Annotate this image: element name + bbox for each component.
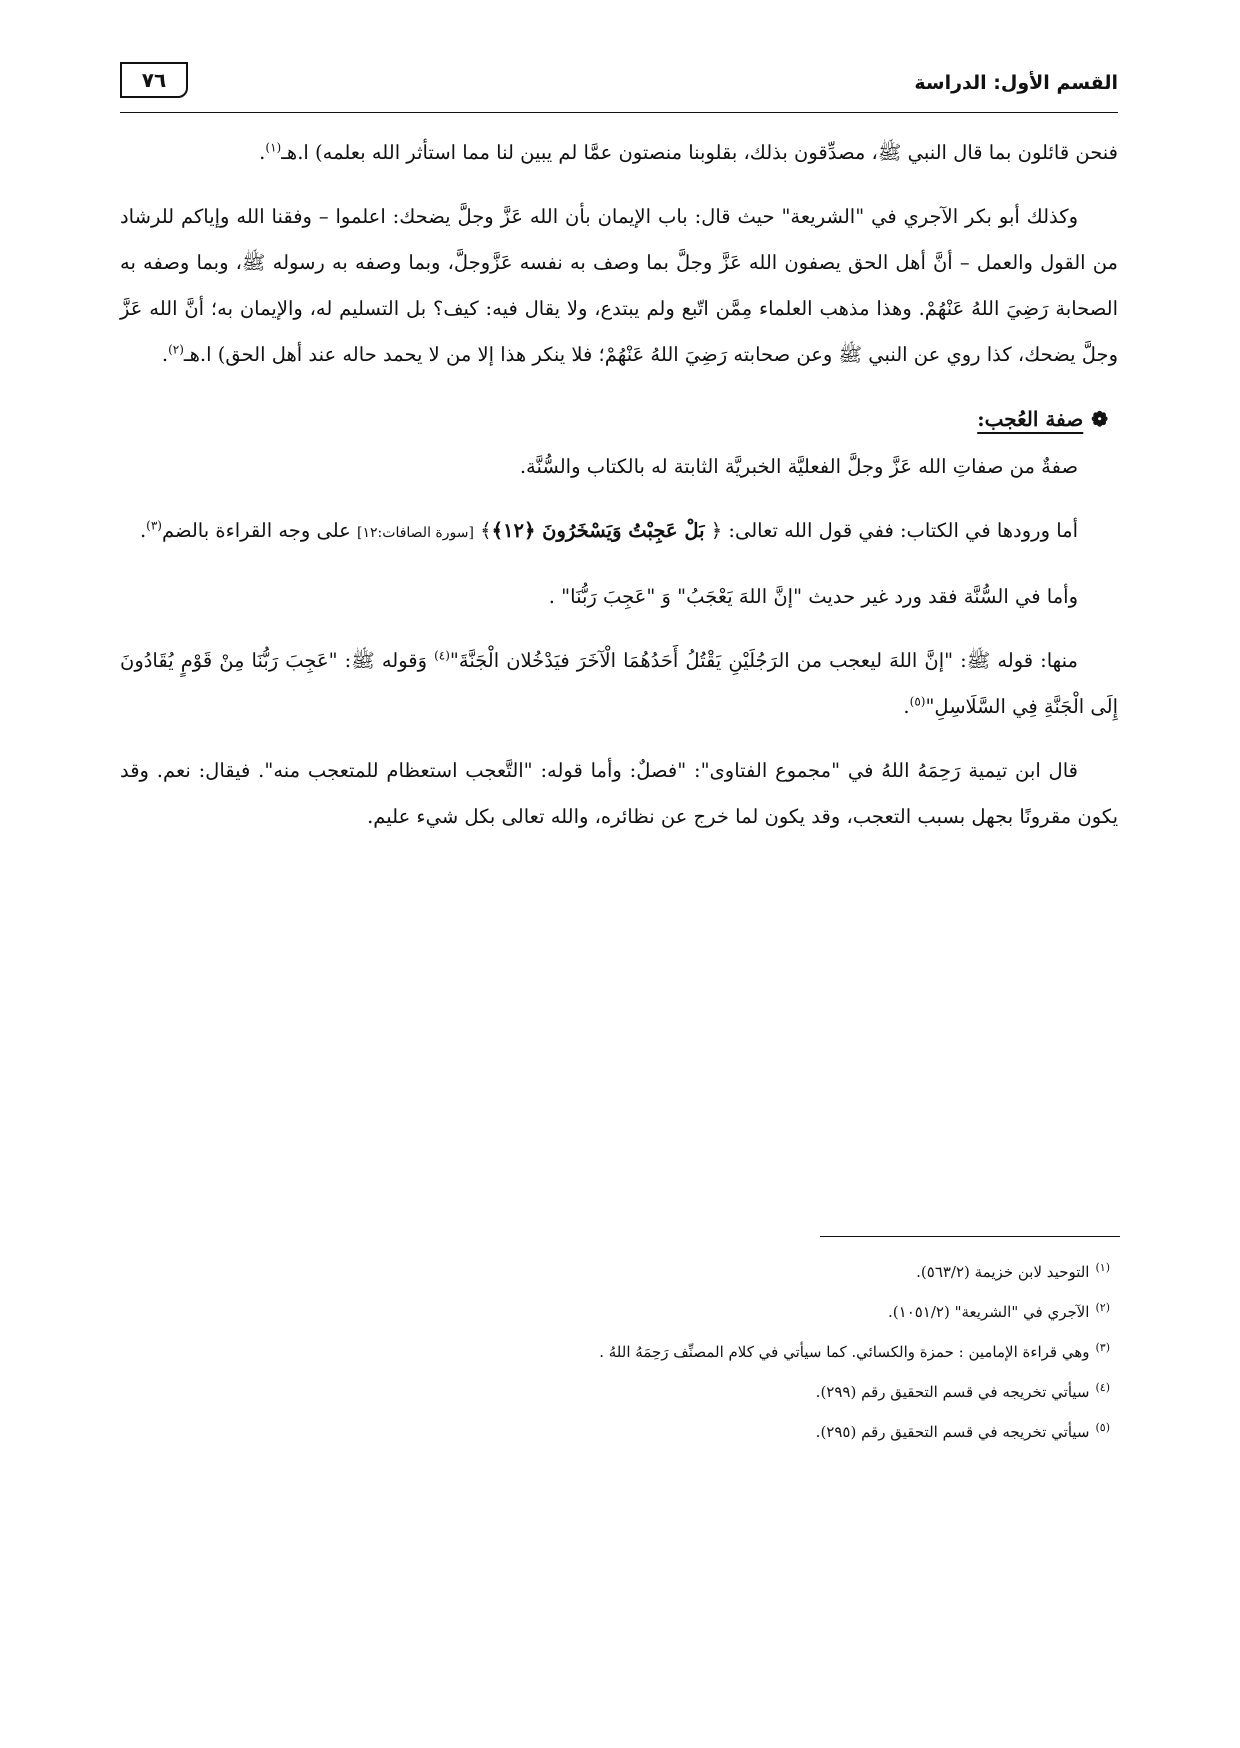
footnote-4-text: سيأتي تخريجه في قسم التحقيق رقم (٢٩٩). (815, 1383, 1090, 1401)
footnote-ref-2[interactable]: (٢) (168, 342, 184, 357)
footnote-ref-4[interactable]: (٤) (434, 648, 450, 663)
footnote-1-marker: (١) (1095, 1261, 1110, 1274)
footnote-5-text: سيأتي تخريجه في قسم التحقيق رقم (٢٩٥). (815, 1423, 1090, 1441)
main-text (120, 130, 1118, 858)
paragraph-4-start: أما ورودها في الكتاب: ففي قول الله تعالى: ﴿ (710, 519, 1078, 542)
section-heading-text: صفة العُجب: (977, 407, 1084, 431)
paragraph-4: أما ورودها في الكتاب: ففي قول الله تعالى: ﴿ بَلْ عَجِبْتُ وَيَسْخَرُونَ ﴿١٢﴾﴾ [سورة الصافات:١٢] على وجه القراءة بالضم$^{(٣)}$. (139, 518, 1078, 542)
paragraph-6-start: منها: قوله ﷺ: "إنَّ اللهَ ليعجب من الرَجُلَيْنِ يَقْتُلُ أَحَدُهُمَا الْآخَرَ فيَدْخُلان الْجَنَّةَ" (449, 649, 1078, 672)
paragraph-2-text: وكذلك أبو بكر الآجري في "الشريعة" حيث قال: باب الإيمان بأن الله عَزَّ وجلَّ يضحك: اعلموا – وفقنا الله وإياكم للرشاد من القول والعمل – أنَّ أهل الحق يصفون الله عَزَّ وجلَّ بما وصف به نفسه عَزَّوجلَّ، وبما وصفه به رسوله ﷺ، وبما وصفه به الصحابة رَضِيَ اللهُ عَنْهُمْ. وهذا مذهب العلماء مِمَّن اتّبع ولم يبتدع، ولا يقال فيه: كيف؟ بل التسليم له، والإيمان به؛ أنَّ الله عَزَّ وجلَّ يضحك، كذا روي عن النبي ﷺ وعن صحابته رَضِيَ اللهُ عَنْهُمْ؛ فلا ينكر هذا إلا من لا يحمد حاله عند أهل الحق) ا.هـ (120, 205, 1118, 366)
paragraph-6: منها: قوله ﷺ: "إنَّ اللهَ ليعجب من الرَجُلَيْنِ يَقْتُلُ أَحَدُهُمَا الْآخَرَ فيَدْخُلان الْجَنَّةَ"$^{(٤)}$ وَقوله ﷺ: "عَجِبَ رَبُّنَا مِنْ قَوْمٍ يُقَادُونَ إِلَى الْجَنَّةِ فِي السَّلَاسِلِ"$^{(٥)}$. (120, 648, 1118, 718)
footnote-4-marker: (٤) (1095, 1381, 1110, 1394)
footnote-2-marker: (٢) (1095, 1301, 1110, 1314)
quran-close-bracket: ﴾ (480, 519, 492, 542)
footnote-1-text: التوحيد لابن خزيمة (٥٦٣/٢). (916, 1263, 1090, 1281)
quran-verse: بَلْ عَجِبْتُ وَيَسْخَرُونَ ﴿١٢﴾ (491, 519, 705, 542)
footnote-ref-5[interactable]: (٥) (909, 694, 926, 709)
page-header (120, 62, 1118, 102)
running-title: القسم الأول: الدراسة (914, 72, 1118, 94)
section-heading (120, 396, 1118, 442)
footnote-ref-3[interactable]: (٣) (146, 518, 162, 533)
footnote-ref-1[interactable]: (١) (265, 140, 282, 155)
paragraph-1-text: فنحن قائلون بما قال النبي ﷺ، مصدِّقون بذلك، بقلوبنا منصتون عمَّا لم يبين لنا مما استأثر الله بعلمه) ا.هـ (281, 141, 1118, 164)
paragraph-7: قال ابن تيمية رَحِمَهُ اللهُ في "مجموع الفتاوى": "فصلٌ: وأما قوله: "التَّعجب استعظام للمتعجب منه". فيقال: نعم. وقد يكون مقرونًا بجهل بسبب التعجب، وقد يكون لما خرج عن نظائره، والله تعالى بكل شيء عليم. (120, 759, 1118, 828)
footnote-5-marker: (٥) (1095, 1421, 1110, 1434)
footnote-1 (122, 1250, 1120, 1290)
paragraph-3: صفةٌ من صفاتِ الله عَزَّ وجلَّ الفعليَّة الخبريَّة الثابتة له بالكتاب والسُّنَّة. (519, 455, 1078, 478)
footnote-2 (122, 1290, 1120, 1330)
flower-ornament-icon: ❁ (1091, 407, 1108, 431)
footnote-3 (122, 1330, 1120, 1370)
paragraph-1: فنحن قائلون بما قال النبي ﷺ، مصدِّقون بذلك، بقلوبنا منصتون عمَّا لم يبين لنا مما استأثر الله بعلمه) ا.هـ$^{(١)}$. (259, 140, 1118, 164)
footnote-5 (122, 1410, 1120, 1450)
page-number: ٧٦ (120, 62, 188, 98)
paragraph-6-mid: وَقوله ﷺ: "عَجِبَ رَبُّنَا مِنْ قَوْمٍ يُقَادُونَ إِلَى الْجَنَّةِ فِي السَّلَاسِلِ" (120, 649, 1118, 718)
paragraph-4-end: على وجه القراءة بالضم (161, 519, 351, 542)
paragraph-2: وكذلك أبو بكر الآجري في "الشريعة" حيث قال: باب الإيمان بأن الله عَزَّ وجلَّ يضحك: اعلموا – وفقنا الله وإياكم للرشاد من القول والعمل – أنَّ أهل الحق يصفون الله عَزَّ وجلَّ بما وصف به نفسه عَزَّوجلَّ، وبما وصفه به رسوله ﷺ، وبما وصفه به الصحابة رَضِيَ اللهُ عَنْهُمْ. وهذا مذهب العلماء مِمَّن اتّبع ولم يبتدع، ولا يقال فيه: كيف؟ بل التسليم له، والإيمان به؛ أنَّ الله عَزَّ وجلَّ يضحك، كذا روي عن النبي ﷺ وعن صحابته رَضِيَ اللهُ عَنْهُمْ؛ فلا ينكر هذا إلا من لا يحمد حاله عند أهل الحق) ا.هـ$^{(٢)}$. (120, 205, 1118, 366)
paragraph-5: وأما في السُّنَّة فقد ورد غير حديث "إنَّ اللهَ يَعْجَبُ" وَ "عَجِبَ رَبُّنَا" . (548, 585, 1078, 608)
surah-citation: [سورة الصافات:١٢] (357, 525, 474, 541)
footnote-2-text: الآجري في "الشريعة" (١٠٥١/٢). (888, 1303, 1090, 1321)
footnotes (122, 1250, 1120, 1450)
footnote-4 (122, 1370, 1120, 1410)
footnote-3-marker: (٣) (1095, 1341, 1110, 1354)
footnote-3-text: وهي قراءة الإمامين : حمزة والكسائي. كما سيأتي في كلام المصنِّف رَحِمَهُ اللهُ . (599, 1343, 1090, 1361)
header-divider (120, 112, 1118, 113)
footnote-divider (820, 1236, 1120, 1237)
